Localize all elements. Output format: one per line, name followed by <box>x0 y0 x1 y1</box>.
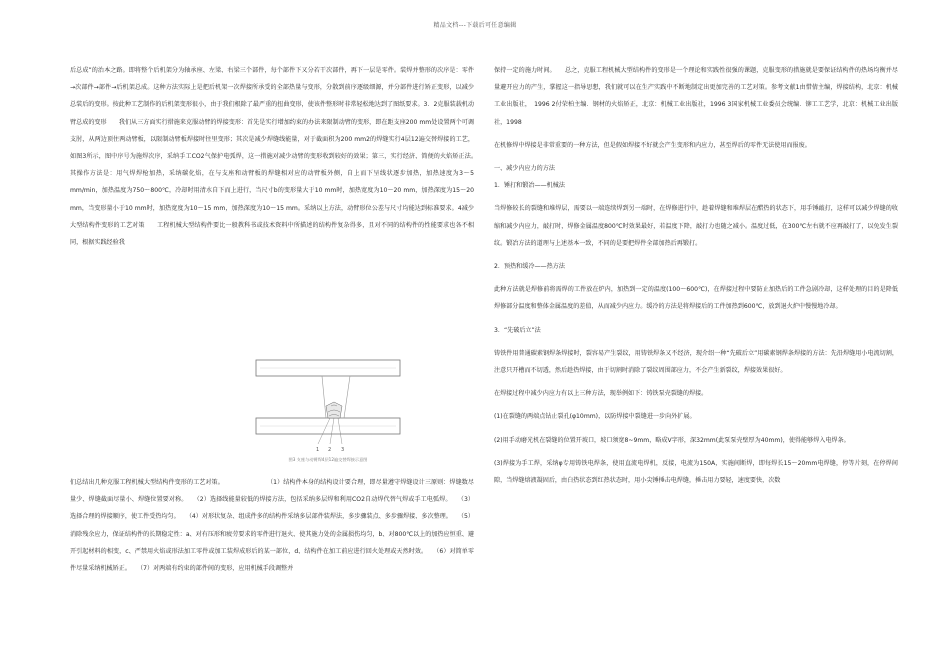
welding-diagram <box>252 356 404 456</box>
paragraph: 保持一定的施力时间。 总之，克服工程机械大型结构件的变形是一个理论和实践性很强的课题，克服变形的措施就是要保证结构件的热场均衡并尽量避开应力的产生，掌握这一指导思想，我们就可以在生产实践中不断地制定出更加完善的工艺对策。参考文献1由惜倩主编，焊接结构，北京：机械工业出版社， 1996 2付荣柏主编．钢材的火焰矫正，北京：机械工业出版社，1996 3国家机械工业委员会统编．铆工工艺学，北京：机械工业出版社，1998 <box>494 67 898 126</box>
paragraph: 铸铁件用普通碳素钢焊条焊接时，裂容易产生裂纹，用铸铁焊条又不经济，现介绍一种“先破后立”用碳素钢焊条焊接的方法：先沿焊缝用小电流切割，注意只开槽而不切透，然后趁热焊接，由于切割时消除了裂纹周围部应力，不会产生新裂纹，焊接效果很好。 <box>494 349 898 375</box>
figure-label-2: 2 <box>328 447 332 453</box>
figure-label-1: 1 <box>316 447 320 453</box>
section-heading: 一、减少内应力的方法 <box>494 165 555 173</box>
left-column-bottom <box>70 474 474 577</box>
figure-label-3: 3 <box>341 447 345 453</box>
list-item: (1)在裂缝的两端点钻止裂孔(φ10mm)，以防焊接中裂缝进一步向外扩展。 <box>494 413 696 421</box>
paragraph: 在机修焊中焊接是非常重要的一种方法，但是假如焊接不好就会产生变形和内应力，甚至焊后的零件无法使用而报废。 <box>494 141 811 149</box>
subsection-heading: 1．锤打和锻冶——机械法 <box>494 182 565 190</box>
page-header: 精品文档---下载后可任意编辑 <box>433 22 517 29</box>
paragraph: 后总成”的治本之路。即将整个后机架分为轴承座、左梁、右梁三个部件，每个部件下又分若干次部件，再下一层是零件。装焊并整形的次序是：零件→次部件→部件→后机架总成。这种方法实际上是把后机架一次焊接所承受的全部热量与变形，分散到前序逐级细源，并分部件进行矫正变形，以减少总装后的变形。按此种工艺制作的后机架变形很小，由于我们根除了最严重的扭曲变形，使该件整形时非常轻松地达到了图纸要求。3．2克服装载机动臂总成的变形 我们从三方面实行措施来克服动臂的焊接变形：首先是实行增加约束的办法来限制动臂的变形，即在距支座200 mm处设置两个可调支肘，从两边顶住两动臂板，以限制动臂板焊接时往里变形；其次是减少焊缝线能量，对于截面积为200 mm2的焊缝实行4层12遍交替焊接的工艺，如图3所示，图中序号为施焊次序，采纳手工CO2气保护电弧焊，这一措施对减少动臂的变形收到较好的效果；第三，实行经济、简便的火焰矫正法。 其操作方法是：用气焊焊枪加热，采纳碳化焰，在与支座和动臂板的焊缝相对应的动臂板外侧，自上而下呈线状逐步加热，加热速度为3～5 mm/min，加热温度为750～800℃，冷却时用清水自下而上进行，当尺寸b的变形量大于10 mm时，加热宽度为10～20 mm，加热深度为15～20 mm，当变形量小于10 mm时，加热宽度为10～15 mm，加热深度为10～15 mm。采纳以上方法，动臂形位公差与尺寸均能达到标准要求。4减少大型结构件变形的工艺对策 工程机械大型结构件要比一般教科书或技术资料中所描述的结构件复杂得多，且对不同的结构件的性能要求也各不相同，根据实践经验我 <box>70 67 487 247</box>
paragraph: 们总结出几种克服工程机械大型结构件变形的工艺对策。 （1）结构件本身的结构设计要合理，即尽量遵守焊缝设计三原则：焊缝数尽量少、焊缝截面尽量小、焊缝位置要对称。 （2）选择线能量较低的焊接方法，包括采纳多层焊和利用CO2自动焊代替气焊或手工电弧焊。 （3）选择合理的焊接顺序，使工件受热均匀。 （4）对形状复杂、组成件多的结构件采纳多层部件装焊法，多步骤装点、多步骤焊接、多次整理。 （5）消除残余应力，保证结构件的长期稳定性：a、对有压形和疲劳要求的零件进行退火、使其施力处的金属损伤均匀，b、对800℃以上的加热应恒重、避开引起材料的相变，c、严禁用火焰或形法加工零件或加工装焊成形后的某一部位，d、结构件在加工前应进行回火处理或天然时效。 （6）对简单零件尽量采纳机械矫正。 （7）对两端有约束的部件间的变形，应用机械手段调整并 <box>70 479 474 573</box>
paragraph: 此种方法就是焊修前将需焊的工件放在炉内，加热到一定的温度(100～600℃)，在焊接过程中要防止加热后的工件急剧冷却，这样处理的目的是降低焊修部分温度和整体金属温度的差值，从而减少内应力。缓冷的方法是将焊接后的工件加热到600℃，放到退火炉中慢慢地冷却。 <box>494 286 898 311</box>
left-column-top <box>70 62 487 251</box>
subsection-heading: 2．预热和缓冷——热方法 <box>494 263 565 271</box>
paragraph: 在焊接过程中减少内应力有以上三种方法，现举例如下：铸铁泵壳裂缝的焊接。 <box>494 390 708 398</box>
paragraph: 当焊修较长的裂缝和堆焊层，需要以一端连续焊到另一端时，在焊修进行中，趁着焊缝和堆焊层在醋热的状态下，用手锤敲打，这样可以减少焊缝的收缩和减少内应力，敲打时，焊修金属温度800℃时效果最好，若温度下降，敲打力也随之减小。温度过低，在300℃左右就不应再敲打了，以免发生裂纹。锻冶方法的道理与上述基本一致，不同的是要把焊件全部加热后再锻打。 <box>494 205 898 247</box>
list-item: (3)焊接为手工焊，采纳φ专用铸铁电焊条，使用直流电焊机，反接，电流为150A，实施间断焊，即每焊长15～20mm电焊缝，停等片刻，在停焊间隙，当焊缝熔液凝固后，由白热状态到红热状态时，用小尖锤捶击电焊缝，捶击用力要轻，速度要快，次数 <box>494 459 898 485</box>
figure-caption: 图3 支座与动臂焊4层12遍交替焊接示意图 <box>288 457 368 462</box>
list-item: (2)用手动磨光机在裂缝的位置开坡口，坡口须宽8~9mm，略成V字形，深32mm(此泵泵壳壁厚为40mm)，使得能够焊入电焊条。 <box>494 436 850 444</box>
figure-welding-sequence <box>252 356 404 468</box>
subsection-heading: 3．“先破后立”法 <box>494 326 541 334</box>
right-column <box>494 62 898 489</box>
